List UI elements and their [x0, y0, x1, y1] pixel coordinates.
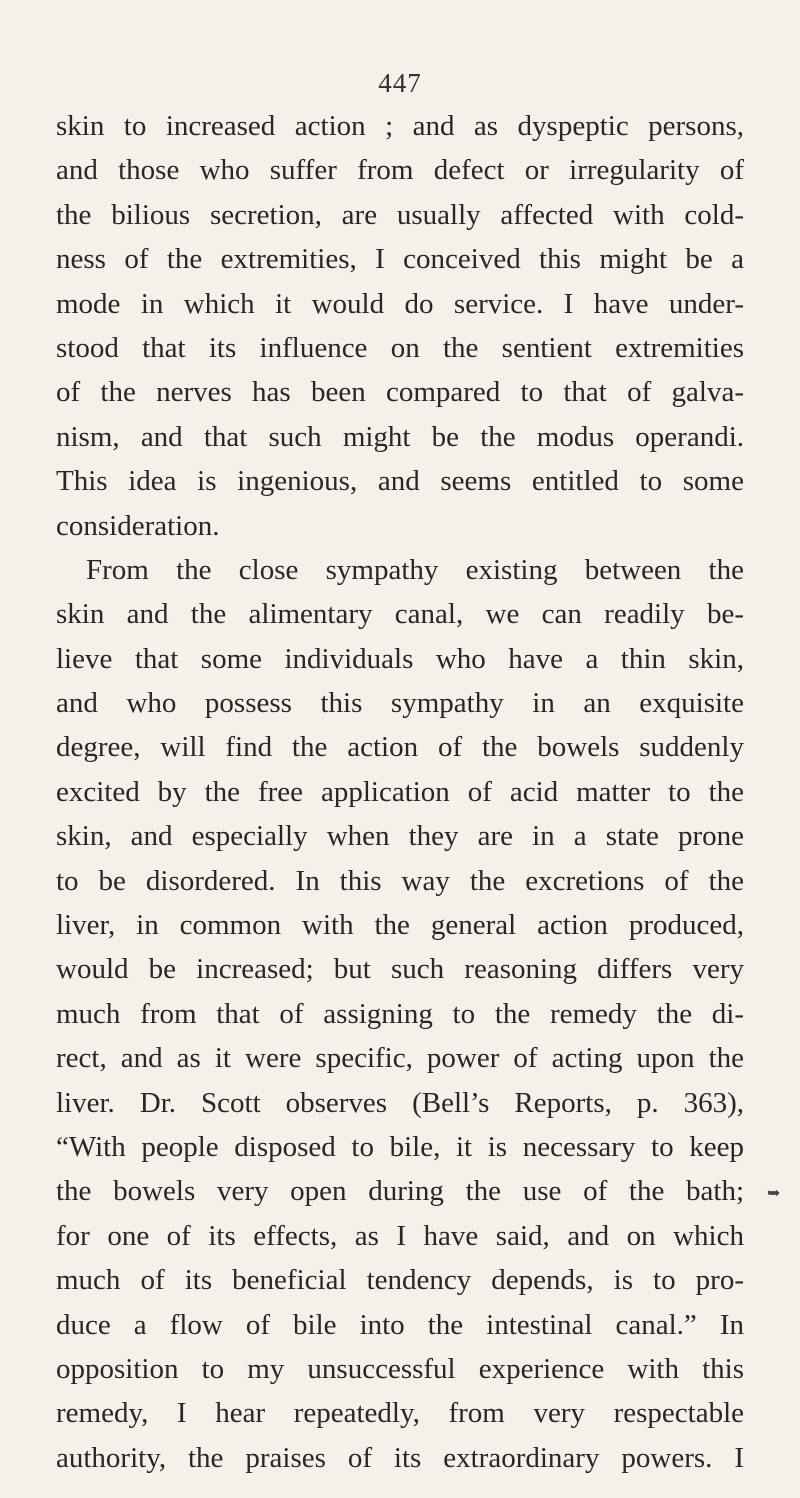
text-line: of the nerves has been compared to that of galva-	[56, 376, 744, 409]
text-line: much from that of assigning to the remedy the di-	[56, 997, 744, 1030]
text-line: skin to increased action ; and as dyspeptic persons,	[56, 110, 744, 142]
text-line: degree, will find the action of the bowels suddenly	[56, 731, 744, 764]
text-line: liver, in common with the general action produced,	[56, 909, 744, 942]
text-line: opposition to my unsuccessful experience with this	[56, 1352, 744, 1385]
text-line: This idea is ingenious, and seems entitled to some	[56, 465, 744, 498]
text-line: consideration.	[56, 509, 220, 542]
text-line: and those who suffer from defect or irregularity of	[56, 154, 744, 187]
text-line: much of its beneficial tendency depends, is to pro-	[56, 1264, 744, 1297]
text-line: remedy, I hear repeatedly, from very respectable	[56, 1397, 744, 1430]
text-line: and who possess this sympathy in an exquisite	[56, 687, 744, 720]
text-line: to be disordered. In this way the excretions of the	[56, 864, 744, 897]
text-line: skin and the alimentary canal, we can readily be-	[56, 598, 744, 631]
text-line: for one of its effects, as I have said, and on which	[56, 1219, 744, 1252]
text-line: the bilious secretion, are usually affected with cold-	[56, 198, 744, 231]
text-line: stood that its influence on the sentient extremities	[56, 331, 744, 364]
text-line: duce a flow of bile into the intestinal canal.” In	[56, 1308, 744, 1341]
text-line: the bowels very open during the use of the bath;	[56, 1175, 744, 1208]
text-line: ness of the extremities, I conceived this might be a	[56, 243, 744, 276]
text-line: excited by the free application of acid matter to the	[56, 775, 744, 808]
text-line: nism, and that such might be the modus operandi.	[56, 420, 744, 453]
text-line: would be increased; but such reasoning differs very	[56, 953, 744, 986]
text-line: liver. Dr. Scott observes (Bell’s Reports, p. 363),	[56, 1086, 744, 1119]
text-line: From the close sympathy existing between the	[86, 553, 744, 586]
page-number: 447	[378, 68, 422, 98]
text-line: rect, and as it were specific, power of acting upon the	[56, 1042, 744, 1075]
body-text	[56, 104, 744, 1480]
text-line: lieve that some individuals who have a thin skin,	[56, 642, 744, 675]
text-line: authority, the praises of its extraordinary powers. I	[56, 1441, 744, 1474]
text-line: skin, and especially when they are in a state prone	[56, 820, 744, 853]
margin-mark-icon: ➥	[767, 1185, 781, 1202]
text-line: mode in which it would do service. I have under-	[56, 287, 744, 320]
text-line: “With people disposed to bile, it is necessary to keep	[56, 1130, 744, 1163]
